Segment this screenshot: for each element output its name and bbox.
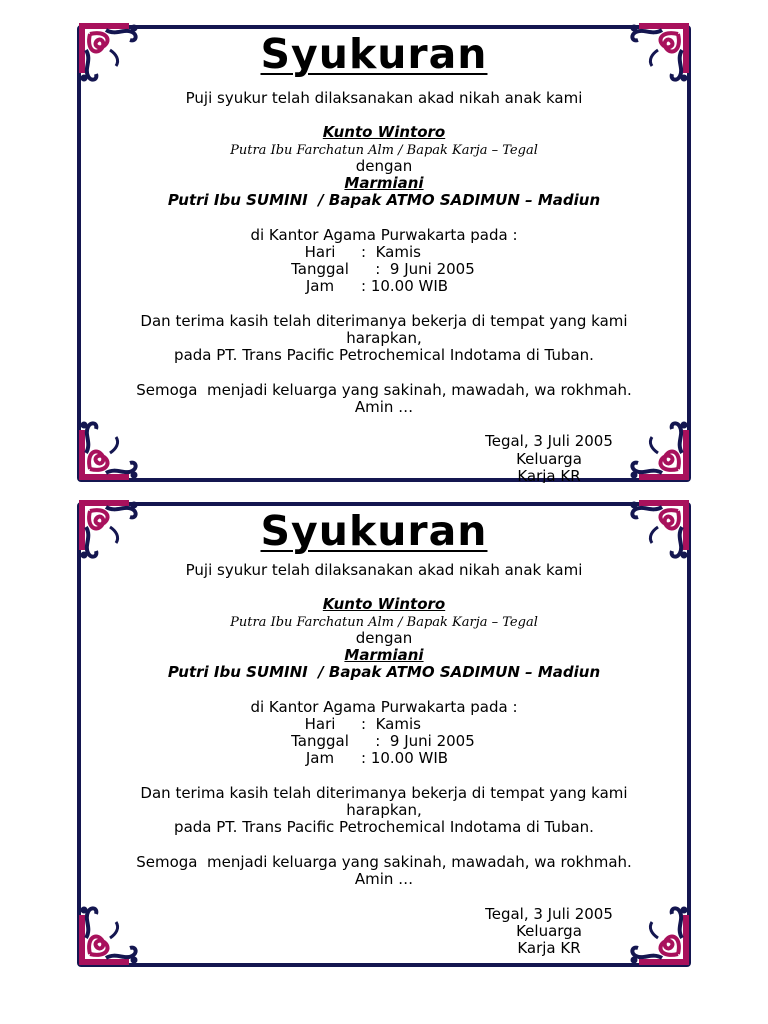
- card-title: Syukuran: [260, 30, 488, 78]
- wish-text: Semoga menjadi keluarga yang sakinah, mawadah, wa rokhmah.: [136, 381, 632, 399]
- wish-text: Semoga menjadi keluarga yang sakinah, mawadah, wa rokhmah.: [136, 853, 632, 871]
- time-label: Jam: [305, 749, 335, 767]
- venue-text: di Kantor Agama Purwakarta pada :: [250, 698, 518, 716]
- date-label: Tanggal: [291, 732, 349, 750]
- family-name: Karja KR: [517, 467, 581, 483]
- intro-text: Puji syukur telah dilaksanakan akad nikah anak kami: [185, 89, 583, 107]
- day-label: Hari: [304, 243, 336, 261]
- place-date: Tegal, 3 Juli 2005: [485, 432, 613, 450]
- bride-parents: Putri Ibu SUMINI / Bapak ATMO SADIMUN – Madiun: [167, 191, 601, 209]
- thanks-line-3: pada PT. Trans Pacific Petrochemical Indotama di Tuban.: [174, 346, 594, 364]
- invitation-card-1: [76, 20, 692, 483]
- date-row: [279, 261, 475, 278]
- family-label: Keluarga: [516, 450, 582, 468]
- thanks-line-2: harapkan,: [346, 329, 422, 347]
- time-value: : 10.00 WIB: [361, 749, 449, 767]
- date-label: Tanggal: [291, 260, 349, 278]
- day-value: : Kamis: [361, 715, 421, 733]
- conjunction-text: dengan: [355, 157, 413, 175]
- time-label: Jam: [305, 277, 335, 295]
- place-date: Tegal, 3 Juli 2005: [485, 905, 613, 923]
- thanks-line-2: harapkan,: [346, 801, 422, 819]
- groom-parents: Putra Ibu Farchatun Alm / Bapak Karja – Tegal: [230, 143, 538, 158]
- day-value: : Kamis: [361, 243, 421, 261]
- day-label: Hari: [304, 715, 336, 733]
- intro-text: Puji syukur telah dilaksanakan akad nikah anak kami: [185, 561, 583, 579]
- family-name: Karja KR: [517, 939, 581, 957]
- conjunction-text: dengan: [355, 629, 413, 647]
- date-value: : 9 Juni 2005: [361, 732, 475, 750]
- bride-parents: Putri Ibu SUMINI / Bapak ATMO SADIMUN – Madiun: [167, 663, 601, 681]
- time-row: [279, 750, 448, 767]
- bride-name: Marmiani: [344, 174, 424, 192]
- day-row: [279, 716, 421, 733]
- amen-text: Amin …: [354, 870, 414, 888]
- bride-name: Marmiani: [344, 646, 424, 664]
- thanks-line-1: Dan terima kasih telah diterimanya bekerja di tempat yang kami: [140, 312, 628, 330]
- thanks-line-1: Dan terima kasih telah diterimanya bekerja di tempat yang kami: [140, 784, 628, 802]
- thanks-line-3: pada PT. Trans Pacific Petrochemical Indotama di Tuban.: [174, 818, 594, 836]
- invitation-card-2: [76, 497, 692, 968]
- groom-name: Kunto Wintoro: [322, 595, 446, 613]
- groom-name: Kunto Wintoro: [322, 123, 446, 141]
- card-title: Syukuran: [260, 507, 488, 555]
- venue-text: di Kantor Agama Purwakarta pada :: [250, 226, 518, 244]
- groom-parents: Putra Ibu Farchatun Alm / Bapak Karja – Tegal: [230, 615, 538, 630]
- day-row: [279, 244, 421, 261]
- family-label: Keluarga: [516, 922, 582, 940]
- amen-text: Amin …: [354, 398, 414, 416]
- time-row: [279, 278, 448, 295]
- time-value: : 10.00 WIB: [361, 277, 449, 295]
- date-row: [279, 733, 475, 750]
- date-value: : 9 Juni 2005: [361, 260, 475, 278]
